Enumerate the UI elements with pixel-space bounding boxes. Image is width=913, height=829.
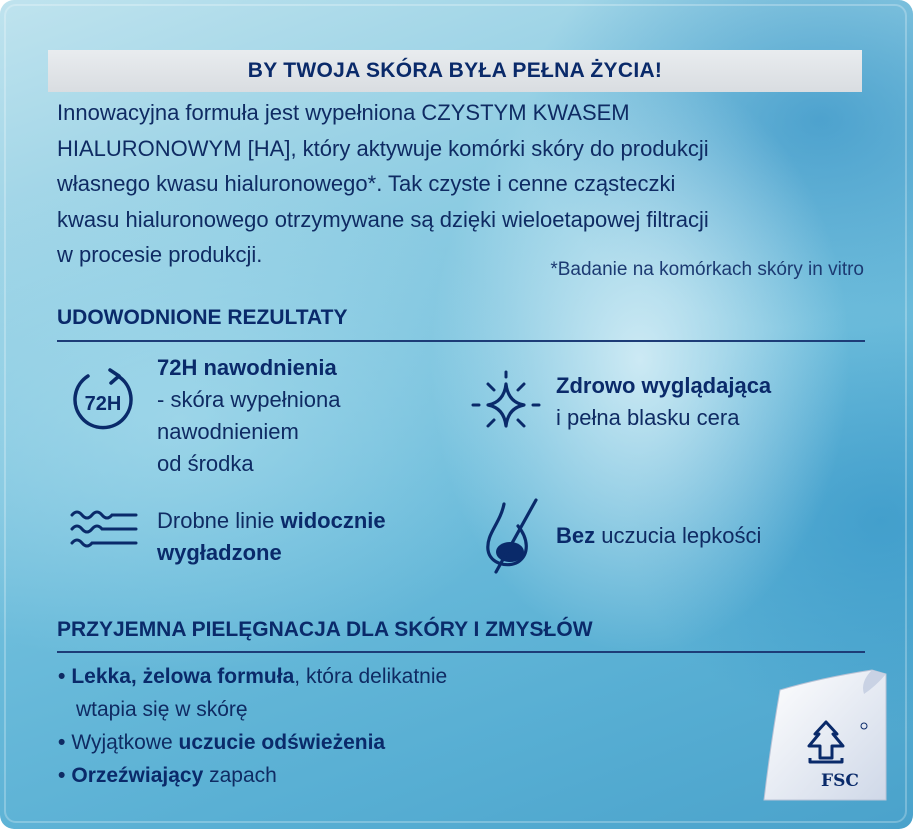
bullet-text: zapach xyxy=(203,764,277,787)
bullet-text: Wyjątkowe xyxy=(71,731,179,754)
results-section-title: UDOWODNIONE REZULTATY xyxy=(57,306,348,329)
no-sticky-bold: Bez xyxy=(556,523,596,548)
lines-smoothed-feature xyxy=(157,505,386,569)
lines-bold: widocznie xyxy=(280,508,386,533)
intro-paragraph xyxy=(57,95,867,273)
lines-text: Drobne linie xyxy=(157,508,281,533)
glow-feature xyxy=(556,370,771,434)
hydration-heading: 72H nawodnienia xyxy=(157,355,337,380)
headline-text: BY TWOJA SKÓRA BYŁA PEŁNA ŻYCIA! xyxy=(247,59,663,82)
care-bullet-list xyxy=(58,660,447,792)
bullet-bold: Orzeźwiający xyxy=(71,764,204,787)
intro-line: kwasu hialuronowego otrzymywane są dzięki wieloetapowej filtracji xyxy=(57,206,709,232)
results-divider xyxy=(57,340,865,342)
fsc-tree-logo-icon xyxy=(750,668,890,808)
list-item: • Lekka, żelowa formuła, która delikatnie xyxy=(58,665,448,688)
hydration-line: nawodnieniem xyxy=(157,419,299,444)
glow-heading: Zdrowo wyglądająca xyxy=(556,373,772,398)
sparkle-icon xyxy=(468,370,544,440)
no-sticky-text: uczucia lepkości xyxy=(595,523,762,548)
bullet-bold: Lekka, żelowa formuła xyxy=(71,665,295,688)
list-item: • Orzeźwiający zapach xyxy=(58,764,277,787)
bullet-text: , która delikatnie xyxy=(294,665,448,688)
list-item: • Wyjątkowe uczucie odświeżenia xyxy=(58,731,386,754)
72h-icon-label: 72H xyxy=(84,393,122,415)
no-sticky-drop-icon xyxy=(478,496,546,576)
wavy-lines-icon xyxy=(68,505,140,557)
no-sticky-feature xyxy=(556,520,761,552)
footnote: *Badanie na komórkach skóry in vitro xyxy=(550,259,864,280)
glow-line: i pełna blasku cera xyxy=(556,405,740,430)
headline-banner xyxy=(48,50,862,92)
fsc-label: FSC xyxy=(821,771,859,791)
hydration-line: od środka xyxy=(157,451,254,476)
lines-bold: wygładzone xyxy=(157,540,282,565)
hydration-feature xyxy=(157,352,340,480)
72h-clock-icon xyxy=(66,364,140,438)
intro-line: własnego kwasu hialuronowego*. Tak czyste i cenne cząsteczki xyxy=(57,171,676,196)
hydration-line: - skóra wypełniona xyxy=(157,387,341,412)
care-section-title: PRZYJEMNA PIELĘGNACJA DLA SKÓRY I ZMYSŁÓW xyxy=(57,618,593,641)
care-divider xyxy=(57,651,865,653)
intro-line: Innowacyjna formuła jest wypełniona CZYSTYM KWASEM xyxy=(57,100,630,125)
intro-line: HIALURONOWYM [HA], który aktywuje komórki skóry do produkcji xyxy=(57,135,709,161)
list-item-continuation: wtapia się w skórę xyxy=(76,698,248,721)
intro-line: w procesie produkcji. xyxy=(57,242,263,267)
bullet-bold: uczucie odświeżenia xyxy=(178,731,386,754)
